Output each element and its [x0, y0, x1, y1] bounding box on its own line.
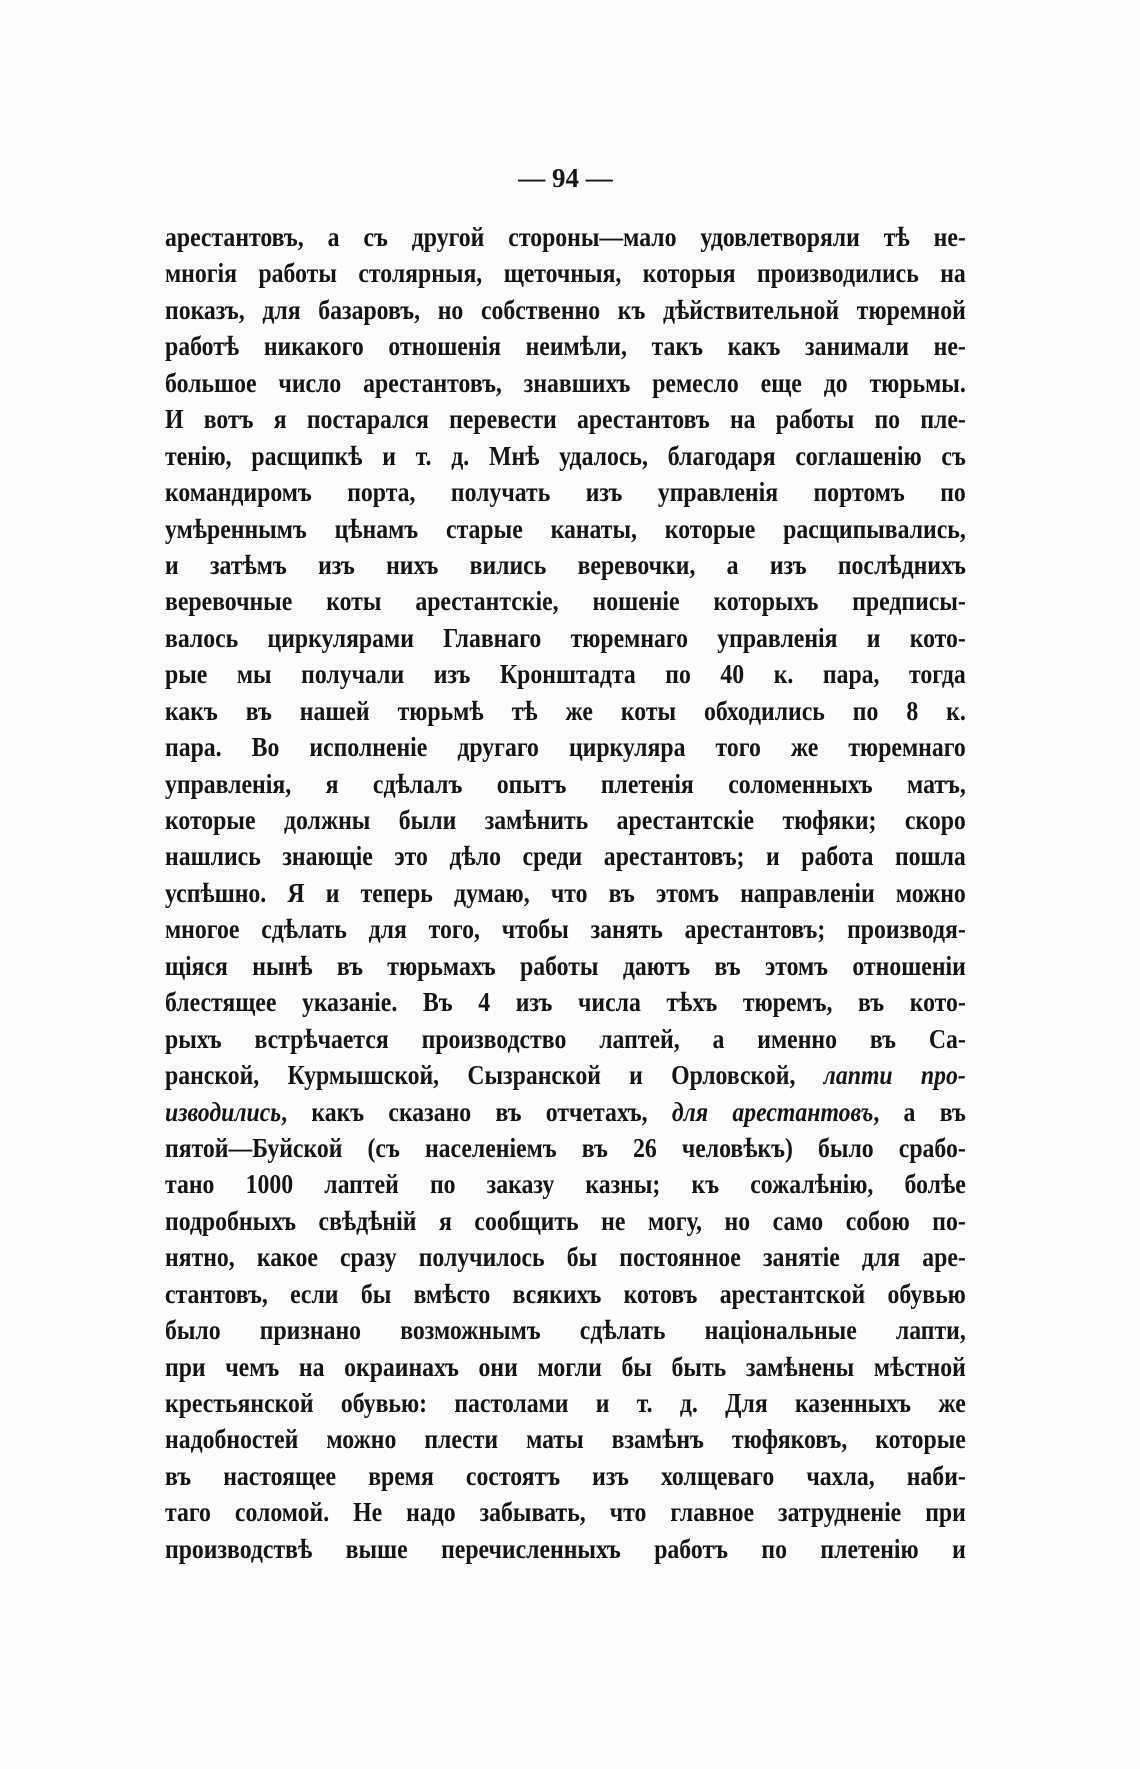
text-line-6: И вотъ я постарался перевести арестантовъ на работы по пле-: [165, 404, 966, 435]
text-line-37: производствѣ выше перечисленныхъ работъ по плетенію и: [165, 1533, 966, 1564]
text-line-34: надобностей можно плести маты взамѣнъ тюфяковъ, которые: [165, 1424, 966, 1455]
text-line-24: [165, 1057, 966, 1093]
text-line-22: блестящее указаніе. Въ 4 изъ числа тѣхъ тюремъ, въ кото-: [165, 987, 966, 1018]
text-line-28: подробныхъ свѣдѣній я сообщить не могу, но само собою по-: [165, 1205, 966, 1236]
text-line-35: въ настоящее время состоятъ изъ холщеваго чахла, наби-: [165, 1460, 966, 1491]
text-line-26: пятой—Буйской (съ населеніемъ въ 26 человѣкъ) было срабо-: [165, 1132, 966, 1163]
body-text: [165, 219, 966, 1567]
text-line-13: рые мы получали изъ Кронштадта по 40 к. пара, тогда: [165, 659, 966, 690]
text-line-5: большое число арестантовъ, знавшихъ ремесло еще до тюрьмы.: [165, 367, 966, 398]
page-number: — 94 —: [518, 163, 613, 193]
text-line-27: тано 1000 лаптей по заказу казны; къ сожалѣнію, болѣе: [165, 1169, 966, 1200]
text-line-21: щіяся нынѣ въ тюрьмахъ работы даютъ въ этомъ отношеніи: [165, 950, 966, 981]
text-line-8: командиромъ порта, получать изъ управленія портомъ по: [165, 477, 966, 508]
text-line-11: веревочные коты арестантскіе, ношеніе которыхъ предписы-: [165, 586, 966, 617]
text-line-7: тенію, расщипкѣ и т. д. Мнѣ удалось, благодаря соглашенію съ: [165, 440, 966, 471]
text-line-14: какъ въ нашей тюрьмѣ тѣ же коты обходились по 8 к.: [165, 695, 966, 726]
italic-segment: лапти про-: [823, 1060, 966, 1091]
text-line-18: нашлись знающіе это дѣло среди арестантовъ; и работа пошла: [165, 841, 966, 872]
text-segment: ранской, Курмышской, Сызранской и Орловской,: [165, 1060, 824, 1091]
text-line-1: арестантовъ, а съ другой стороны—мало удовлетворяли тѣ не-: [165, 222, 966, 252]
text-line-25: [165, 1094, 966, 1130]
text-line-31: было признано возможнымъ сдѣлать національные лапти,: [165, 1315, 966, 1346]
text-line-23: рыхъ встрѣчается производство лаптей, а именно въ Са-: [165, 1023, 966, 1054]
text-line-12: валось циркулярами Главнаго тюремнаго управленія и кото-: [165, 622, 966, 653]
text-line-4: работѣ никакого отношенія неимѣли, такъ какъ занимали не-: [165, 331, 966, 362]
text-segment: , а въ: [873, 1096, 966, 1127]
text-segment: , какъ сказано въ отчетахъ,: [281, 1096, 672, 1127]
text-line-30: стантовъ, если бы вмѣсто всякихъ котовъ арестантской обувью: [165, 1278, 966, 1309]
text-line-3: показъ, для базаровъ, но собственно къ дѣйствительной тюремной: [165, 294, 966, 325]
text-line-29: нятно, какое сразу получилось бы постоянное занятіе для аре-: [165, 1242, 966, 1273]
text-line-17: которые должны были замѣнить арестантскіе тюфяки; скоро: [165, 805, 966, 835]
text-line-36: таго соломой. Не надо забывать, что главное затрудненіе при: [165, 1497, 966, 1528]
text-line-9: умѣреннымъ цѣнамъ старые канаты, которые расщипывались,: [165, 513, 966, 544]
text-line-10: и затѣмъ изъ нихъ вились веревочки, а изъ послѣднихъ: [165, 549, 966, 580]
text-line-16: управленія, я сдѣлалъ опытъ плетенія соломенныхъ матъ,: [165, 768, 966, 799]
text-line-19: успѣшно. Я и теперь думаю, что въ этомъ направленіи можно: [165, 877, 966, 908]
text-line-15: пара. Во исполненіе другаго циркуляра того же тюремнаго: [165, 732, 966, 763]
text-line-20: многое сдѣлать для того, чтобы занять арестантовъ; производя-: [165, 914, 966, 945]
italic-segment: для арестантовъ: [671, 1096, 874, 1127]
text-line-33: крестьянской обувью: пастолами и т. д. Для казенныхъ же: [165, 1388, 966, 1418]
italic-segment: изводились: [165, 1096, 282, 1127]
text-line-32: при чемъ на окраинахъ они могли бы быть замѣнены мѣстной: [165, 1351, 966, 1382]
text-line-2: многія работы столярныя, щеточныя, которыя производились на: [165, 258, 966, 289]
